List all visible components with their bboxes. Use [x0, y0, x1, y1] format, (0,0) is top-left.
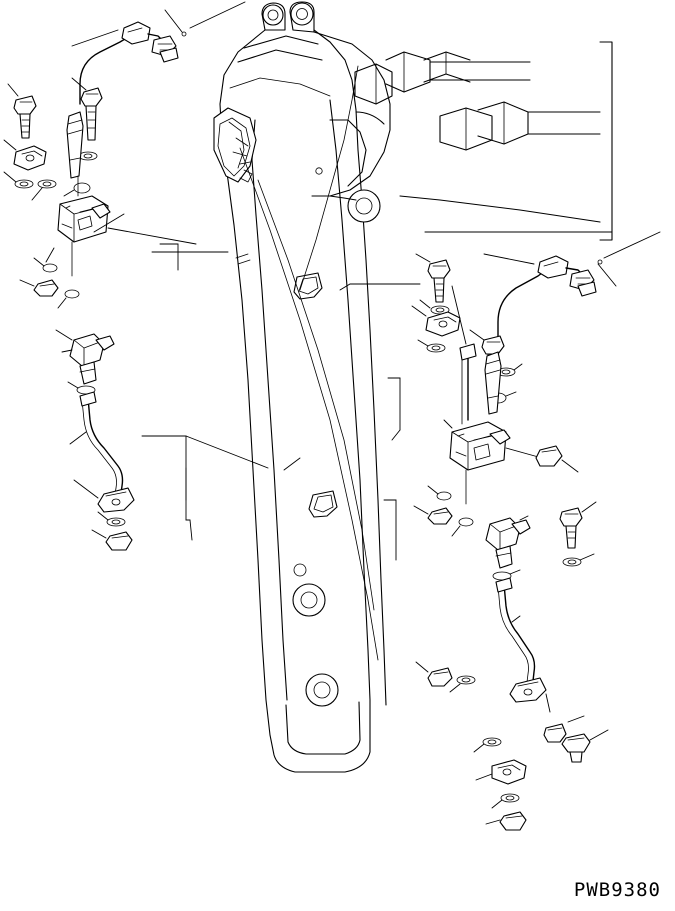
right-hose-assembly — [484, 232, 660, 346]
left-middle-fitting — [56, 330, 114, 394]
left-upper-fasteners — [4, 78, 102, 200]
arm-structure — [214, 2, 390, 772]
arm-hose-routing — [240, 66, 378, 660]
right-lower-fitting — [486, 502, 596, 580]
right-valve-block-assembly — [414, 420, 578, 536]
part-number-label: PWB9380 — [573, 879, 661, 901]
boom-upper-right-structure — [355, 42, 612, 240]
left-lower-tube-assembly — [70, 392, 134, 550]
right-lower-tube-assembly — [416, 578, 608, 830]
right-upper-fasteners — [412, 254, 522, 424]
